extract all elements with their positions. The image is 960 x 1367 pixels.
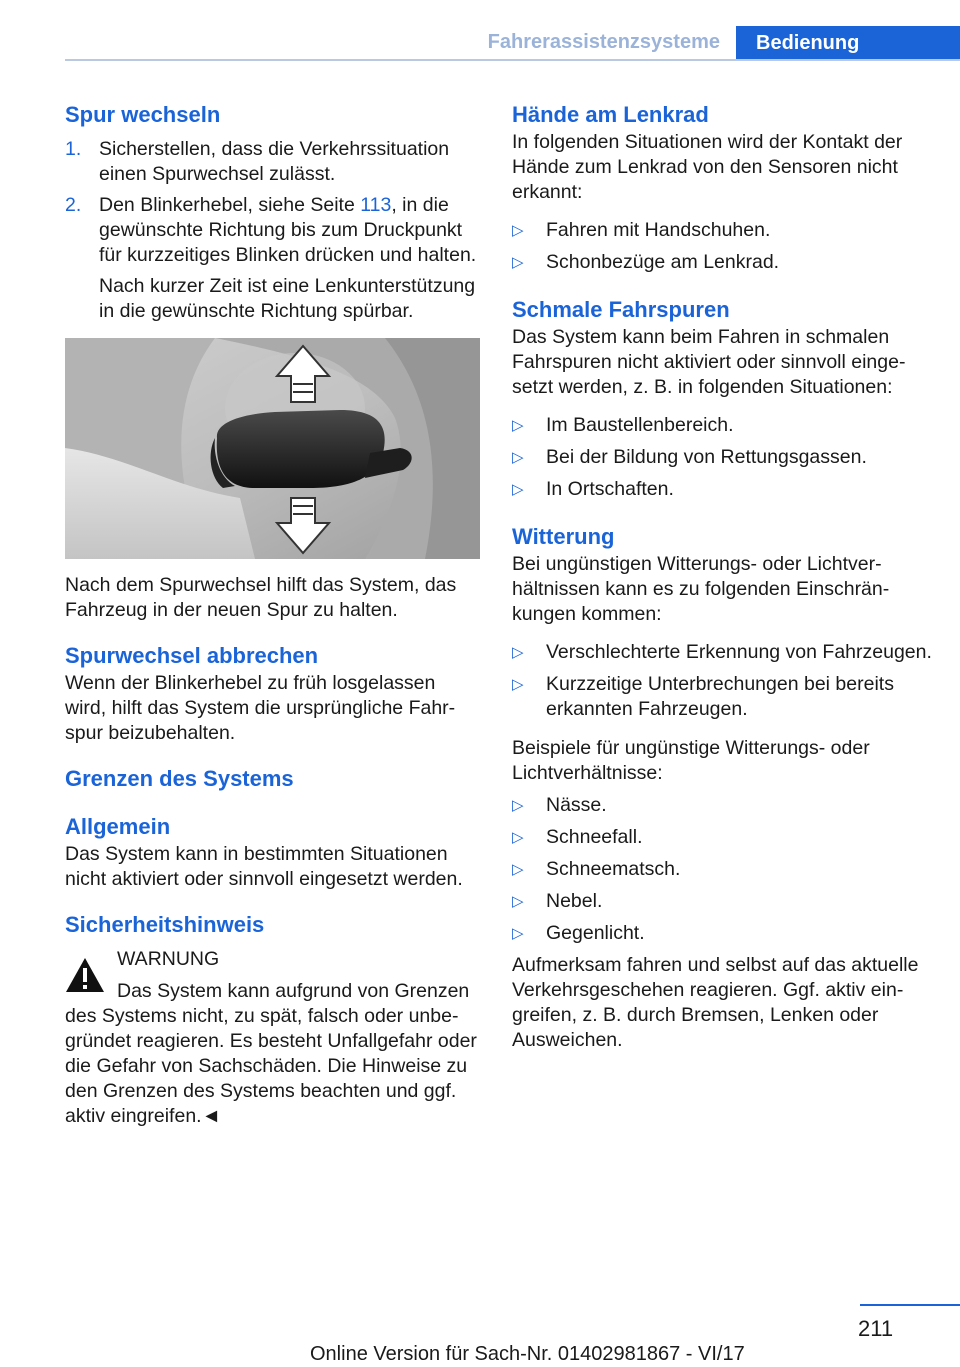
heading-grenzen-des-systems: Grenzen des Systems	[65, 766, 294, 791]
bullet-triangle-icon: ▷	[512, 861, 524, 878]
heading-haende-am-lenkrad: Hände am Lenkrad	[512, 102, 709, 127]
schmal-list	[512, 413, 932, 502]
page-link[interactable]: 113	[360, 194, 392, 216]
step-number: 1.	[65, 138, 82, 160]
list-item: ▷ Fahren mit Handschuhen.	[512, 219, 771, 241]
heading-allgemein: Allgemein	[65, 814, 171, 839]
step-note: Nach kurzer Zeit ist eine Lenkunterstützung in die gewünschte Richtung spürbar.	[99, 275, 476, 322]
warning-text-first-line: Das System kann aufgrund von Grenzen	[117, 980, 470, 1002]
step-text-cont: , in die gewünschte Richtung bis zum Druckpunkt für kurzzeitiges Blinken drücken und halten.	[99, 194, 477, 266]
heading-spur-wechseln: Spur wechseln	[65, 102, 221, 127]
bullet-triangle-icon: ▷	[512, 644, 524, 661]
list-item: ▷ Nässe.	[512, 794, 607, 816]
list-item: ▷ Kurzzeitige Unterbrechungen bei bereits erkannten Fahrzeugen.	[512, 673, 894, 720]
allgemein-text: Das System kann in bestimmten Situationen nicht aktiviert oder sinnvoll eingesetzt werden.	[65, 843, 463, 890]
beispiele-list	[512, 793, 932, 946]
bullet-triangle-icon: ▷	[512, 254, 524, 271]
heading-sicherheitshinweis: Sicherheitshinweis	[65, 912, 265, 937]
list-item	[65, 193, 480, 324]
bullet-triangle-icon: ▷	[512, 797, 524, 814]
header-section-title: Fahrerassistenzsysteme	[487, 31, 720, 53]
page-header	[0, 0, 960, 62]
step-number: 2.	[65, 194, 82, 216]
bullet-triangle-icon: ▷	[512, 925, 524, 942]
list-item: ▷ Schneefall.	[512, 826, 643, 848]
header-tab-bedienung: Bedienung	[736, 26, 960, 61]
right-column	[512, 100, 932, 1053]
warning-title: WARNUNG	[117, 948, 220, 970]
witterung-list	[512, 640, 932, 722]
bullet-triangle-icon: ▷	[512, 449, 524, 466]
list-item: ▷ In Ortschaften.	[512, 478, 674, 500]
bullet-triangle-icon: ▷	[512, 676, 524, 693]
bullet-triangle-icon: ▷	[512, 222, 524, 239]
haende-list	[512, 218, 932, 275]
abbrechen-text: Wenn der Blinkerhebel zu früh losgelassen wird, hilft das System die ursprüngliche Fahrspur beizubehalten.	[65, 672, 456, 744]
list-item: ▷ Bei der Bildung von Rettungsgassen.	[512, 446, 867, 468]
list-item: ▷ Schneematsch.	[512, 858, 681, 880]
list-item: ▷ Schonbezüge am Lenkrad.	[512, 251, 780, 273]
list-item: ▷ Verschlechterte Erkennung von Fahrzeugen.	[512, 641, 932, 663]
list-item: ▷ Im Baustellenbereich.	[512, 414, 734, 436]
turn-signal-lever-figure	[65, 338, 480, 559]
schluss-text: Aufmerksam fahren und selbst auf das aktuelle Verkehrsgeschehen reagieren. Ggf. aktiv eingreifen, z. B. durch Bremsen, Lenken oder Ausweichen.	[512, 954, 919, 1051]
warning-block	[65, 947, 480, 1004]
bullet-triangle-icon: ▷	[512, 481, 524, 498]
warning-text: des Systems nicht, zu spät, falsch oder unbegründet reagieren. Es besteht Unfallgefahr oder die Gefahr von Sachschäden. Die Hinweise zu den Grenzen des Systems beachten und ggf. aktiv eingreifen.◄	[65, 1005, 477, 1127]
schmal-text: Das System kann beim Fahren in schmalen Fahrspuren nicht aktiviert oder sinnvoll eingesetzt werden, z. B. in folgenden Situationen:	[512, 326, 906, 398]
heading-spurwechsel-abbrechen: Spurwechsel abbrechen	[65, 643, 319, 668]
header-rule	[65, 59, 960, 61]
heading-witterung: Witterung	[512, 524, 615, 549]
footer-rule	[860, 1304, 960, 1306]
step-text: Den Blinkerhebel, siehe Seite	[99, 194, 361, 216]
list-item	[65, 137, 480, 187]
heading-schmale-fahrspuren: Schmale Fahrspuren	[512, 297, 730, 322]
step-text: Sicherstellen, dass die Verkehrssituation einen Spurwechsel zulässt.	[99, 138, 450, 185]
warning-triangle-icon	[65, 957, 105, 993]
beispiele-text: Beispiele für ungünstige Witterungs- oder Lichtverhältnisse:	[512, 737, 870, 784]
bullet-triangle-icon: ▷	[512, 829, 524, 846]
steps-list	[65, 137, 480, 324]
haende-text: In folgenden Situationen wird der Kontakt der Hände zum Lenkrad von den Sensoren nicht erkannt:	[512, 131, 903, 203]
left-column	[65, 100, 480, 1129]
after-figure-text: Nach dem Spurwechsel hilft das System, das Fahrzeug in der neuen Spur zu halten.	[65, 574, 457, 621]
list-item: ▷ Gegenlicht.	[512, 922, 645, 944]
page-number: 211	[858, 1316, 894, 1341]
list-item: ▷ Nebel.	[512, 890, 603, 912]
witterung-text: Bei ungünstigen Witterungs- oder Lichtverhältnissen kann es zu folgenden Einschränkungen kommen:	[512, 553, 890, 625]
bullet-triangle-icon: ▷	[512, 417, 524, 434]
bullet-triangle-icon: ▷	[512, 893, 524, 910]
footer-note: Online Version für Sach-Nr. 01402981867 - VI/17	[310, 1343, 745, 1365]
